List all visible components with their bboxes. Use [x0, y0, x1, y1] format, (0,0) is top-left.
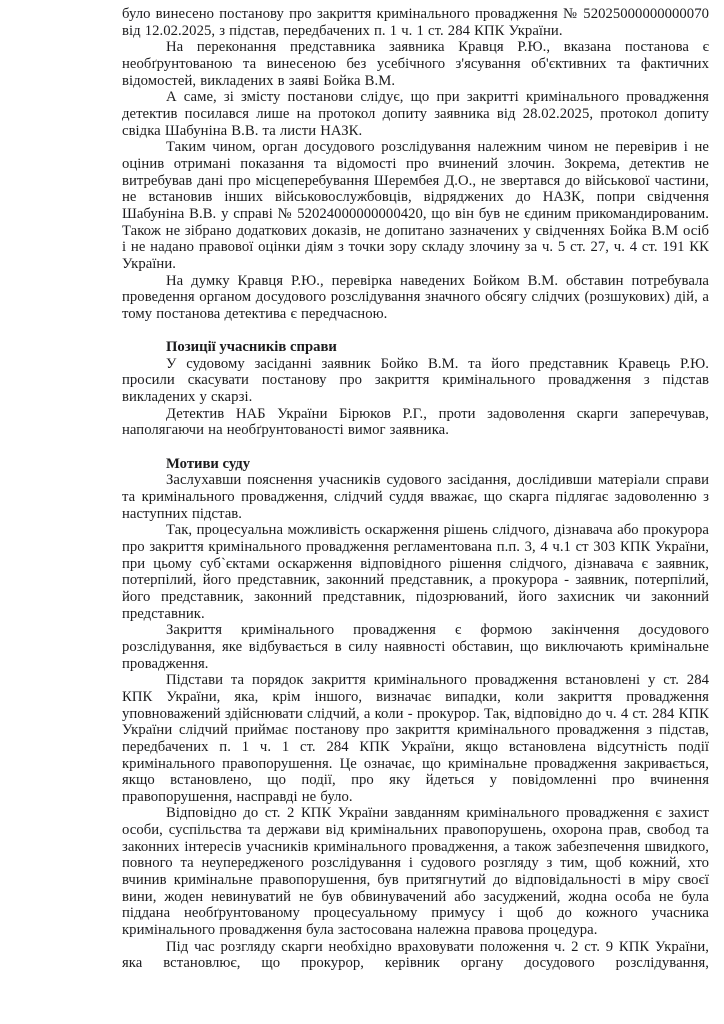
body-paragraph: Закриття кримінального провадження є формою закінчення досудового розслідування, яке відбувається в силу наявності обставин, що виключають кримінальне провадження. [122, 622, 709, 672]
body-paragraph: Так, процесуальна можливість оскарження рішень слідчого, дізнавача або прокурора про закриття кримінального провадження регламентована п.п. 3, 4 ч.1 ст 303 КПК України, при цьому суб`єктами оскарження відповідного рішення слідчого, дізнавача є заявник, потерпілий, його представник, законний представник, а прокурора - заявник, потерпілий, його представник, законний представник, підозрюваний, його захисник чи законний представник. [122, 522, 709, 622]
body-paragraph: Детектив НАБ України Бірюков Р.Г., проти задоволення скарги заперечував, наполягаючи на необґрунтованості вимог заявника. [122, 405, 709, 439]
body-paragraph: Відповідно до ст. 2 КПК України завданням кримінального провадження є захист особи, суспільства та держави від кримінальних правопорушень, охорона прав, свобод та законних інтересів учасників кримінального провадження, а також забезпечення швидкого, повного та неупередженого розслідування і судового розгляду з тим, щоб кожний, хто вчинив кримінальне правопорушення, був притягнутий до відповідальності в міру своєї вини, жоден невинуватий не був обвинувачений або засуджений, жодна особа не була піддана необґрунтованому процесуальному примусу і щоб до кожного учасника кримінального провадження була застосована належна правова процедура. [122, 805, 709, 939]
body-paragraph: А саме, зі змісту постанови слідує, що при закритті кримінального провадження детектив посилався лише на протокол допиту заявника від 28.02.2025, протокол допиту свідка Шабуніна В.В. та листи НАЗК. [122, 89, 709, 139]
body-paragraph: Таким чином, орган досудового розслідування належним чином не перевірив і не оцінив отримані показання та відомості про вчинений злочин. Зокрема, детектив не витребував дані про місцеперебування Шерембея Д.О., не звертався до військової частини, не встановив інших військовослужбовців, відряджених до НАЗК, попри свідчення Шабуніна В.В. у справі № 52024000000000420, що він був не єдиним прикомандированим. Також не зібрано додаткових доказів, не допитано зазначених у свідченнях Бойка В.М осіб і не надано правової оцінки діям з точки зору складу злочину за ч. 5 ст. 27, ч. 4 ст. 191 КК України. [122, 139, 709, 272]
body-paragraph: Заслухавши пояснення учасників судового засідання, дослідивши матеріали справи та кримінального провадження, слідчий суддя вважає, що скарга підлягає задоволенню з наступних підстав. [122, 472, 709, 522]
section-heading: Мотиви суду [166, 455, 251, 472]
body-paragraph: На переконання представника заявника Кравця Р.Ю., вказана постанова є необґрунтованою та винесеною без усебічного з'ясування об'єктивних та фактичних відомостей, викладених в заяві Бойка В.М. [122, 39, 709, 89]
body-paragraph: На думку Кравця Р.Ю., перевірка наведених Бойком В.М. обставин потребувала проведення органом досудового розслідування значного обсягу слідчих (розшукових) дій, а тому постанова детектива є передчасною. [122, 272, 709, 322]
section-heading: Позиції учасників справи [166, 339, 337, 356]
body-paragraph: Підстави та порядок закриття кримінального провадження встановлені у ст. 284 КПК України, яка, крім іншого, визначає випадки, коли закриття провадження уповноважений здійснювати слідчий, а коли - прокурор. Так, відповідно до ч. 4 ст. 284 КПК України слідчий приймає постанову про закриття кримінального провадження з підстав, передбачених п. 1 ч. 1 ст. 284 КПК України, якщо встановлена відсутність події кримінального правопорушення. Це означає, що кримінальне провадження закривається, якщо встановлено, що події, про яку йдеться у повідомленні про вчинення правопорушення, насправді не було. [122, 672, 709, 805]
body-paragraph: У судовому засіданні заявник Бойко В.М. та його представник Кравець Р.Ю. просили скасувати постанову про закриття кримінального провадження з підстав викладених у скарзі. [122, 355, 709, 406]
body-paragraph: Під час розгляду скарги необхідно враховувати положення ч. 2 ст. 9 КПК України, яка встановлює, що прокурор, керівник органу досудового розслідування, [122, 938, 709, 972]
body-paragraph: було винесено постанову про закриття кримінального провадження № 52025000000000070 від 12.02.2025, з підстав, передбачених п. 1 ч. 1 ст. 284 КПК України. [122, 6, 709, 39]
document-body [122, 6, 709, 972]
